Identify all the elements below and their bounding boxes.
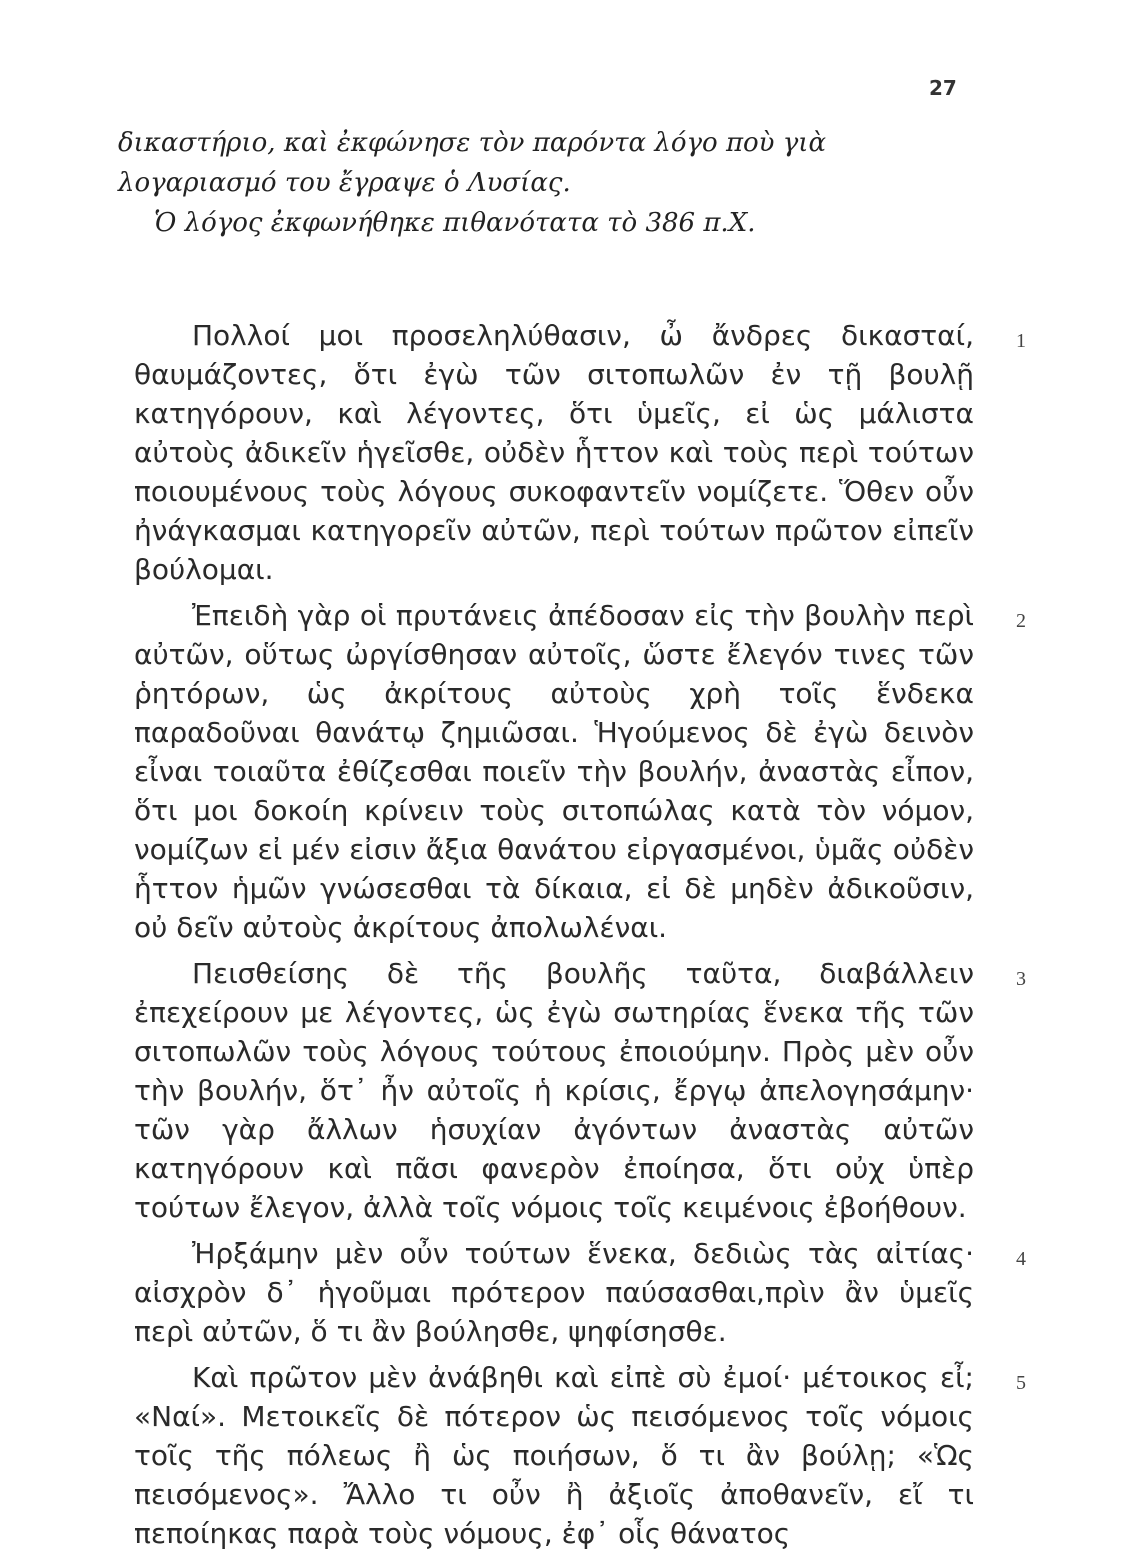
section-number: 5	[1016, 1372, 1026, 1394]
paragraph-4	[134, 1234, 1026, 1351]
paragraph-text: Ἐπειδὴ γὰρ οἱ πρυτάνεις ἀπέδοσαν εἰς τὴν βουλὴν περὶ αὐτῶν, οὕτως ὠργίσθησαν αὐτοῖς, ὥστε ἔλεγόν τινες τῶν ῥητόρων, ὡς ἀκρίτους αὐτοὺς χρὴ τοῖς ἕνδεκα παραδοῦναι θανάτῳ ζημιῶσαι. Ἡγούμενος δὲ ἐγὼ δεινὸν εἶναι τοιαῦτα ἐθίζεσθαι ποιεῖν τὴν βουλήν, ἀναστὰς εἶπον, ὅτι μοι δοκοίη κρίνειν τοὺς σιτοπώλας κατὰ τὸν νόμον, νομίζων εἰ μέν εἰσιν ἄξια θανάτου εἰργασμένοι, ὑμᾶς οὐδὲν ἧττον ἡμῶν γνώσεσθαι τὰ δίκαια, εἰ δὲ μηδὲν ἀδικοῦσιν, οὐ δεῖν αὐτοὺς ἀκρίτους ἀπολωλέναι.	[134, 599, 974, 944]
paragraph-3	[134, 954, 1026, 1227]
section-number: 2	[1016, 610, 1026, 632]
speech-text	[134, 316, 1026, 1560]
paragraph-5	[134, 1358, 1026, 1553]
paragraph-text: Καὶ πρῶτον μὲν ἀνάβηθι καὶ εἰπὲ σὺ ἐμοί· μέτοικος εἶ; «Ναί». Μετοικεῖς δὲ πότερον ὡς πεισόμενος τοῖς νόμοις τοῖς τῆς πόλεως ἢ ὡς ποιήσων, ὅ τι ἂν βούλῃ; «Ὡς πεισόμενος». Ἄλλο τι οὖν ἢ ἀξιοῖς ἀποθανεῖν, εἴ τι πεποίηκας παρὰ τοὺς νόμους, ἐφ᾽ οἷς θάνατος	[134, 1361, 974, 1550]
page-number: 27	[929, 76, 957, 100]
paragraph-text: Πεισθείσης δὲ τῆς βουλῆς ταῦτα, διαβάλλειν ἐπεχείρουν με λέγοντες, ὡς ἐγὼ σωτηρίας ἕνεκα τῆς τῶν σιτοπωλῶν τοὺς λόγους τούτους ἐποιούμην. Πρὸς μὲν οὖν τὴν βουλήν, ὅτ᾽ ἦν αὐτοῖς ἡ κρίσις, ἔργῳ ἀπελογησάμην· τῶν γὰρ ἄλλων ἡσυχίαν ἀγόντων ἀναστὰς αὐτῶν κατηγόρουν καὶ πᾶσι φανερὸν ἐποίησα, ὅτι οὐχ ὑπὲρ τούτων ἔλεγον, ἀλλὰ τοῖς νόμοις τοῖς κειμένοις ἐβοήθουν.	[134, 957, 974, 1224]
paragraph-2	[134, 596, 1026, 947]
paragraph-text: Πολλοί μοι προσεληλύθασιν, ὦ ἄνδρες δικασταί, θαυμάζοντες, ὅτι ἐγὼ τῶν σιτοπωλῶν ἐν τῇ βουλῇ κατηγόρουν, καὶ λέγοντες, ὅτι ὑμεῖς, εἰ ὡς μάλιστα αὐτοὺς ἀδικεῖν ἡγεῖσθε, οὐδὲν ἧττον καὶ τοὺς περὶ τούτων ποιουμένους τοὺς λόγους συκοφαντεῖν νομίζετε. Ὅθεν οὖν ἠνάγκασμαι κατηγορεῖν αὐτῶν, περὶ τούτων πρῶτον εἰπεῖν βούλομαι.	[134, 319, 974, 586]
section-number: 1	[1016, 330, 1026, 352]
paragraph-1	[134, 316, 1026, 589]
intro-line-2: Ὁ λόγος ἐκφωνήθηκε πιθανότατα τὸ 386 π.Χ.	[154, 208, 756, 238]
intro-line-1: δικαστήριο, καὶ ἐκφώνησε τὸν παρόντα λόγο ποὺ γιὰ λογαριασμό του ἔγραψε ὁ Λυσίας.	[118, 128, 827, 198]
section-number: 4	[1016, 1248, 1026, 1270]
section-number: 3	[1016, 968, 1026, 990]
paragraph-text: Ἠρξάμην μὲν οὖν τούτων ἕνεκα, δεδιὼς τὰς αἰτίας· αἰσχρὸν δ᾽ ἡγοῦμαι πρότερον παύσασθαι,πρὶν ἂν ὑμεῖς περὶ αὐτῶν, ὅ τι ἂν βούλησθε, ψηφίσησθε.	[134, 1237, 974, 1348]
introduction	[118, 123, 978, 243]
